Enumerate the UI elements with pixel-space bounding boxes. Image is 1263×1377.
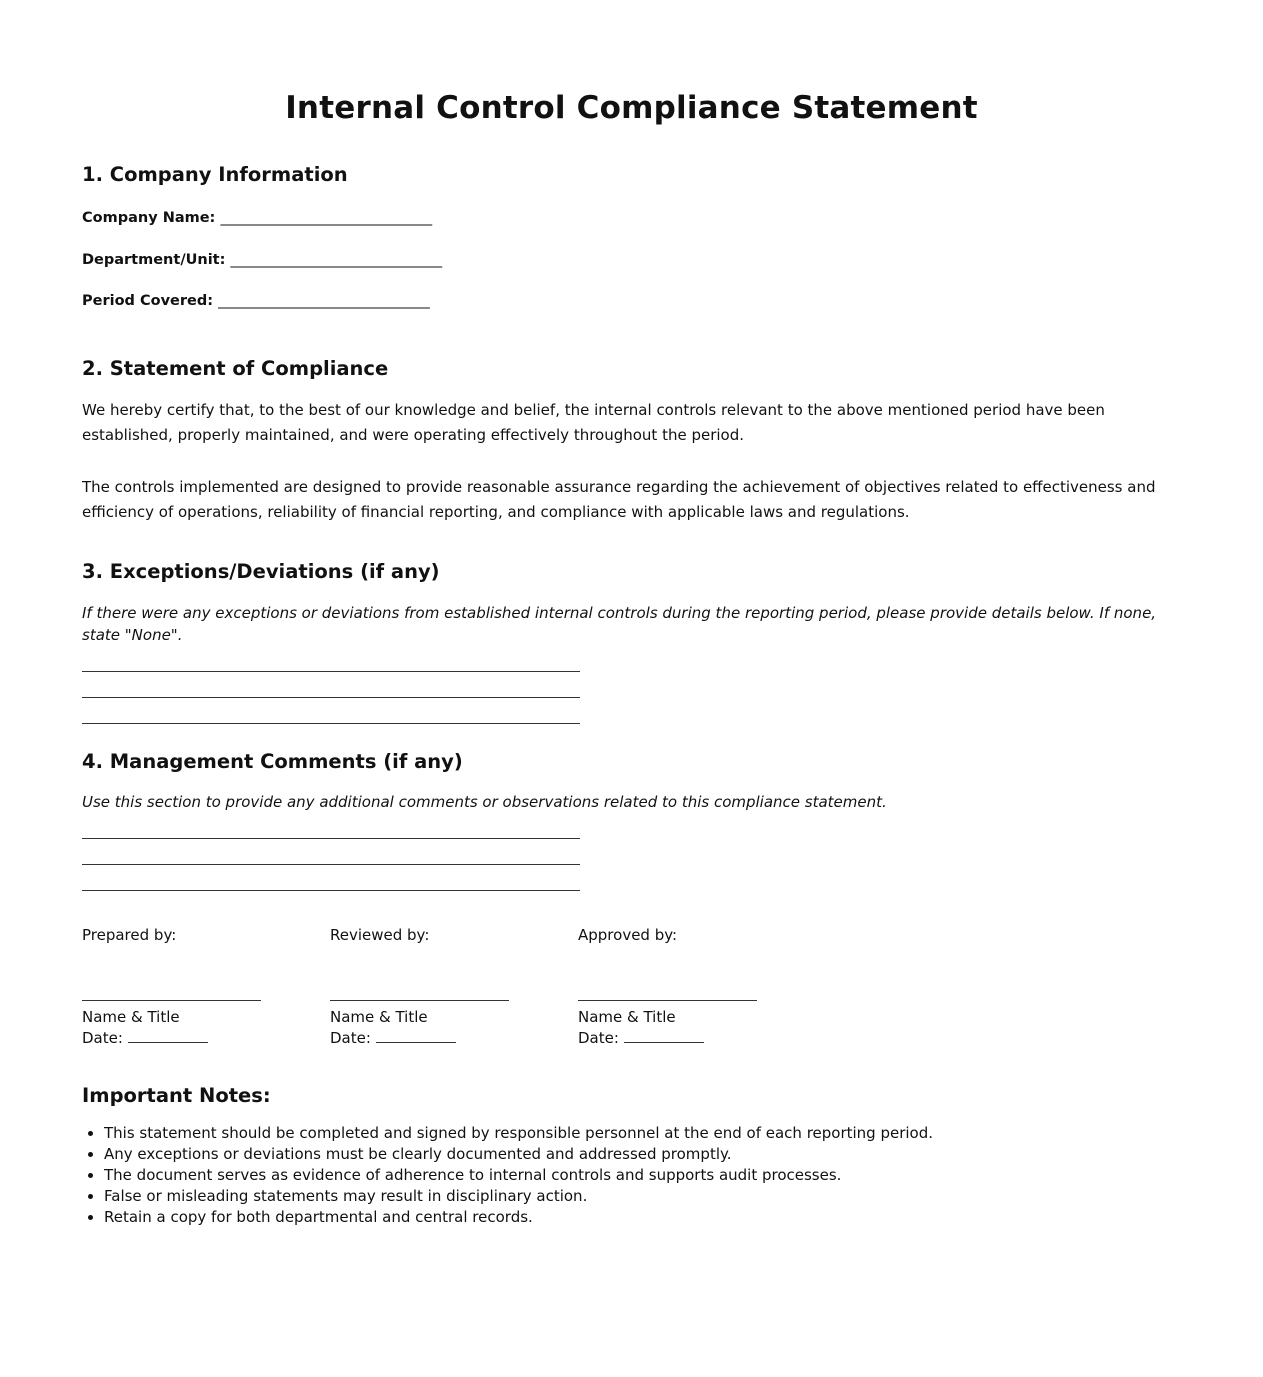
list-item: • Retain a copy for both departmental and central records. [104, 1207, 1181, 1228]
list-item: • False or misleading statements may result in disciplinary action. [104, 1186, 1181, 1207]
period-covered-field[interactable] [82, 291, 1181, 311]
period-covered-label: Period Covered: [82, 293, 214, 309]
signature-reviewed-by [330, 925, 578, 1049]
management-comments-instruction: Use this section to provide any additional comments or observations related to this compliance statement. [82, 793, 887, 811]
exceptions-line[interactable] [82, 671, 580, 672]
department-unit-label: Department/Unit: [82, 252, 226, 268]
signature-prepared-by [82, 925, 330, 1049]
signature-name-title: Name & Title [330, 1008, 428, 1026]
date-blank[interactable] [128, 1028, 208, 1043]
company-name-field[interactable] [82, 208, 1181, 228]
department-unit-field[interactable] [82, 250, 1181, 270]
comments-line[interactable] [82, 864, 580, 865]
signature-role: Approved by: [578, 926, 678, 944]
list-item: • The document serves as evidence of adherence to internal controls and supports audit processes. [104, 1165, 1181, 1186]
section-statement-of-compliance-heading: 2. Statement of Compliance [82, 357, 389, 380]
document-title: Internal Control Compliance Statement [285, 90, 978, 126]
signature-date [330, 1028, 578, 1049]
exceptions-entry-area[interactable] [82, 671, 1181, 724]
important-notes-list [82, 1123, 1181, 1228]
date-blank[interactable] [376, 1028, 456, 1043]
comments-line[interactable] [82, 890, 580, 891]
list-item: • Any exceptions or deviations must be clearly documented and addressed promptly. [104, 1144, 1181, 1165]
department-unit-blank[interactable]: ______________________________ [230, 252, 442, 268]
period-covered-blank[interactable]: ______________________________ [218, 293, 430, 309]
signature-date [82, 1028, 330, 1049]
list-item: • This statement should be completed and signed by responsible personnel at the end of each reporting period. [104, 1123, 1181, 1144]
important-notes-heading: Important Notes: [82, 1084, 271, 1107]
section-company-information-heading: 1. Company Information [82, 163, 348, 186]
comments-line[interactable] [82, 838, 580, 839]
section-management-comments-heading: 4. Management Comments (if any) [82, 750, 463, 773]
signature-date [578, 1028, 826, 1049]
exceptions-line[interactable] [82, 723, 580, 724]
compliance-paragraph-2: The controls implemented are designed to provide reasonable assurance regarding the achievement of objectives related to effectiveness and efficiency of operations, reliability of financial reporting, and compliance with applicable laws and regulations. [82, 478, 1156, 521]
signature-line[interactable] [82, 1000, 261, 1001]
date-label: Date: [82, 1029, 123, 1047]
signature-line[interactable] [578, 1000, 757, 1001]
signature-role: Prepared by: [82, 926, 177, 944]
signature-line[interactable] [330, 1000, 509, 1001]
signature-name-title: Name & Title [82, 1008, 180, 1026]
date-blank[interactable] [624, 1028, 704, 1043]
date-label: Date: [578, 1029, 619, 1047]
compliance-paragraph-1: We hereby certify that, to the best of our knowledge and belief, the internal controls relevant to the above mentioned period have been established, properly maintained, and were operating effectively throughout the period. [82, 401, 1105, 444]
signature-name-title: Name & Title [578, 1008, 676, 1026]
company-name-label: Company Name: [82, 210, 216, 226]
section-exceptions-heading: 3. Exceptions/Deviations (if any) [82, 560, 440, 583]
signature-block [82, 925, 1181, 1049]
exceptions-line[interactable] [82, 697, 580, 698]
signature-approved-by [578, 925, 826, 1049]
signature-role: Reviewed by: [330, 926, 430, 944]
management-comments-entry-area[interactable] [82, 838, 1181, 891]
date-label: Date: [330, 1029, 371, 1047]
company-name-blank[interactable]: ______________________________ [220, 210, 432, 226]
exceptions-instruction: If there were any exceptions or deviations from established internal controls during the reporting period, please provide details below. If none, state "None". [82, 604, 1157, 644]
